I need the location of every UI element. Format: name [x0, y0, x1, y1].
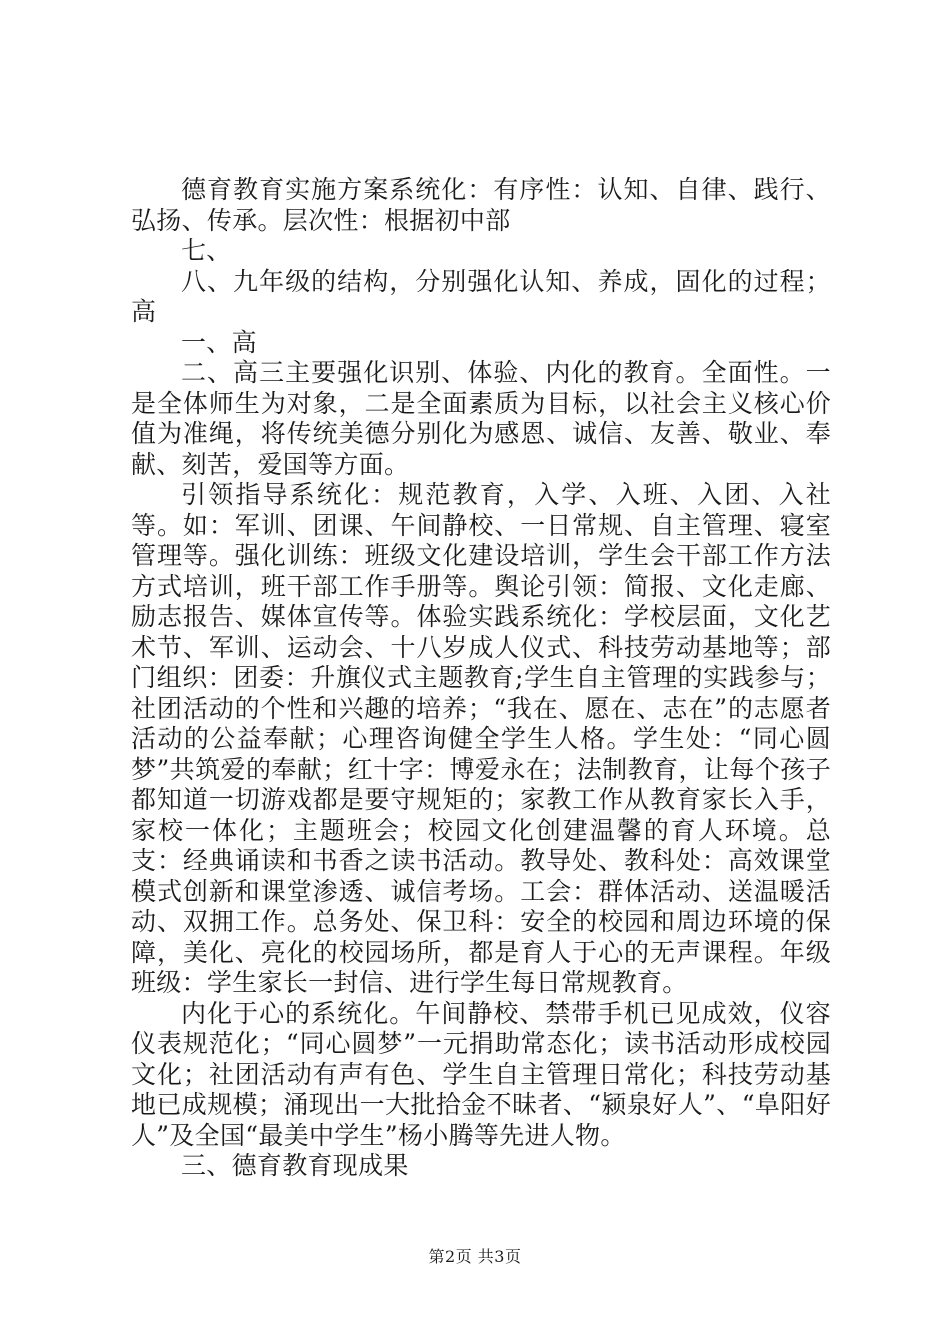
paragraph: 二、高三主要强化识别、体验、内化的教育。全面性。一是全体师生为对象，二是全面素质为目标，以社会主义核心价值为准绳，将传统美德分别化为感恩、诚信、友善、敬业、奉献、刻苦，爱国等方面。 — [131, 358, 831, 479]
paragraph: 德育教育实施方案系统化：有序性：认知、自律、践行、弘扬、传承。层次性：根据初中部 — [131, 175, 831, 235]
section-heading: 三、德育教育现成果 — [181, 1151, 409, 1180]
paragraph: 七、 — [181, 236, 232, 265]
paragraph: 内化于心的系统化。午间静校、禁带手机已见成效，仪容仪表规范化；“同心圆梦”一元捐助常态化；读书活动形成校园文化；社团活动有声有色、学生自主管理日常化；科技劳动基地已成规模；涌现出一大批拾金不昧者、“颍泉好人”、“阜阳好人”及全国“最美中学生”杨小腾等先进人物。 — [131, 998, 831, 1150]
page-number-footer: 第2页 共3页 — [428, 1247, 522, 1266]
paragraph: 一、高 — [181, 327, 257, 357]
paragraph: 引领指导系统化：规范教育，入学、入班、入团、入社等。如：军训、团课、午间静校、一日常规、自主管理、寝室管理等。强化训练：班级文化建设培训，学生会干部工作方法方式培训，班干部工作手册等。舆论引领：简报、文化走廊、励志报告、媒体宣传等。体验实践系统化：学校层面，文化艺术节、军训、运动会、十八岁成人仪式、科技劳动基地等；部门组织：团委：升旗仪式主题教育;学生自主管理的实践参与；社团活动的个性和兴趣的培养；“我在、愿在、志在”的志愿者活动的公益奉献；心理咨询健全学生人格。学生处：“同心圆梦”共筑爱的奉献；红十字：博爱永在；法制教育，让每个孩子都知道一切游戏都是要守规矩的；家教工作从教育家长入手，家校一体化；主题班会；校园文化创建温馨的育人环境。总支：经典诵读和书香之读书活动。教导处、教科处：高效课堂模式创新和课堂渗透、诚信考场。工会：群体活动、送温暖活动、双拥工作。总务处、保卫科：安全的校园和周边环境的保障，美化、亮化的校园场所，都是育人于心的无声课程。年级班级：学生家长一封信、进行学生每日常规教育。 — [131, 480, 831, 997]
document-body — [131, 175, 831, 1182]
paragraph: 八、九年级的结构，分别强化认知、养成，固化的过程；高 — [131, 266, 831, 326]
